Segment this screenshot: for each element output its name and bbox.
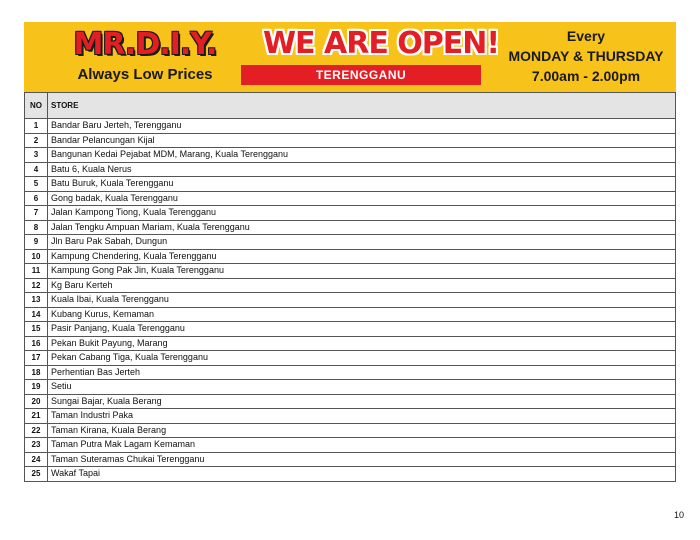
page-number: 10 [673,510,684,520]
row-number: 9 [25,235,48,250]
table-row [25,206,676,221]
store-name: Sungai Bajar, Kuala Berang [48,394,676,409]
table-row [25,380,676,395]
row-number: 4 [25,162,48,177]
table-row [25,322,676,337]
row-number: 22 [25,423,48,438]
store-name: Pasir Panjang, Kuala Terengganu [48,322,676,337]
row-number: 5 [25,177,48,192]
store-name: Batu 6, Kuala Nerus [48,162,676,177]
row-number: 25 [25,467,48,482]
store-table [24,92,676,482]
store-name: Taman Suteramas Chukai Terengganu [48,452,676,467]
store-name: Wakaf Tapai [48,467,676,482]
row-number: 1 [25,119,48,134]
row-number: 20 [25,394,48,409]
row-number: 14 [25,307,48,322]
brand-logo-wordmark: MR.D.I.Y. [73,27,217,62]
store-name: Bandar Pelancungan Kijal [48,133,676,148]
store-rows [25,119,676,482]
table-row [25,235,676,250]
store-name: Perhentian Bas Jerteh [48,365,676,380]
store-name: Jalan Kampong Tiong, Kuala Terengganu [48,206,676,221]
row-number: 17 [25,351,48,366]
row-number: 3 [25,148,48,163]
table-row [25,119,676,134]
row-number: 8 [25,220,48,235]
header-banner [24,22,676,92]
store-name: Bangunan Kedai Pejabat MDM, Marang, Kuala Terengganu [48,148,676,163]
row-number: 7 [25,206,48,221]
table-row [25,307,676,322]
column-header-no: NO [25,93,48,119]
row-number: 21 [25,409,48,424]
row-number: 18 [25,365,48,380]
store-name: Setiu [48,380,676,395]
table-row [25,365,676,380]
table-row [25,351,676,366]
table-row [25,394,676,409]
table-row [25,293,676,308]
row-number: 10 [25,249,48,264]
store-name: Kg Baru Kerteh [48,278,676,293]
store-name: Batu Buruk, Kuala Terengganu [48,177,676,192]
table-row [25,438,676,453]
column-header-store: STORE [48,93,676,119]
schedule-line-1: Every [566,28,606,44]
store-name: Jalan Tengku Ampuan Mariam, Kuala Terengganu [48,220,676,235]
table-row [25,220,676,235]
store-name: Taman Industri Paka [48,409,676,424]
store-name: Bandar Baru Jerteh, Terengganu [48,119,676,134]
store-name: Taman Putra Mak Lagam Kemaman [48,438,676,453]
table-row [25,264,676,279]
store-name: Taman Kirana, Kuala Berang [48,423,676,438]
row-number: 23 [25,438,48,453]
store-name: Kuala Ibai, Kuala Terengganu [48,293,676,308]
store-name: Kampung Gong Pak Jin, Kuala Terengganu [48,264,676,279]
table-row [25,133,676,148]
row-number: 13 [25,293,48,308]
store-name: Kampung Chendering, Kuala Terengganu [48,249,676,264]
table-row [25,452,676,467]
brand-logo [50,28,240,86]
row-number: 24 [25,452,48,467]
table-row [25,177,676,192]
schedule-hours: 7.00am - 2.00pm [531,68,641,84]
table-row [25,467,676,482]
row-number: 2 [25,133,48,148]
store-name: Jln Baru Pak Sabah, Dungun [48,235,676,250]
brand-tagline: Always Low Prices [77,66,213,83]
store-name: Pekan Cabang Tiga, Kuala Terengganu [48,351,676,366]
table-row [25,148,676,163]
store-name: Kubang Kurus, Kemaman [48,307,676,322]
table-header-row [25,93,676,119]
row-number: 19 [25,380,48,395]
table-row [25,249,676,264]
opening-schedule [500,26,672,88]
table-row [25,162,676,177]
headline: WE ARE OPEN! [262,26,500,61]
table-row [25,336,676,351]
row-number: 12 [25,278,48,293]
store-name: Gong badak, Kuala Terengganu [48,191,676,206]
row-number: 16 [25,336,48,351]
row-number: 11 [25,264,48,279]
row-number: 15 [25,322,48,337]
table-row [25,278,676,293]
region-label: TERENGGANU [241,65,481,85]
store-name: Pekan Bukit Payung, Marang [48,336,676,351]
row-number: 6 [25,191,48,206]
table-row [25,409,676,424]
table-row [25,191,676,206]
schedule-days: MONDAY & THURSDAY [508,48,664,64]
table-row [25,423,676,438]
